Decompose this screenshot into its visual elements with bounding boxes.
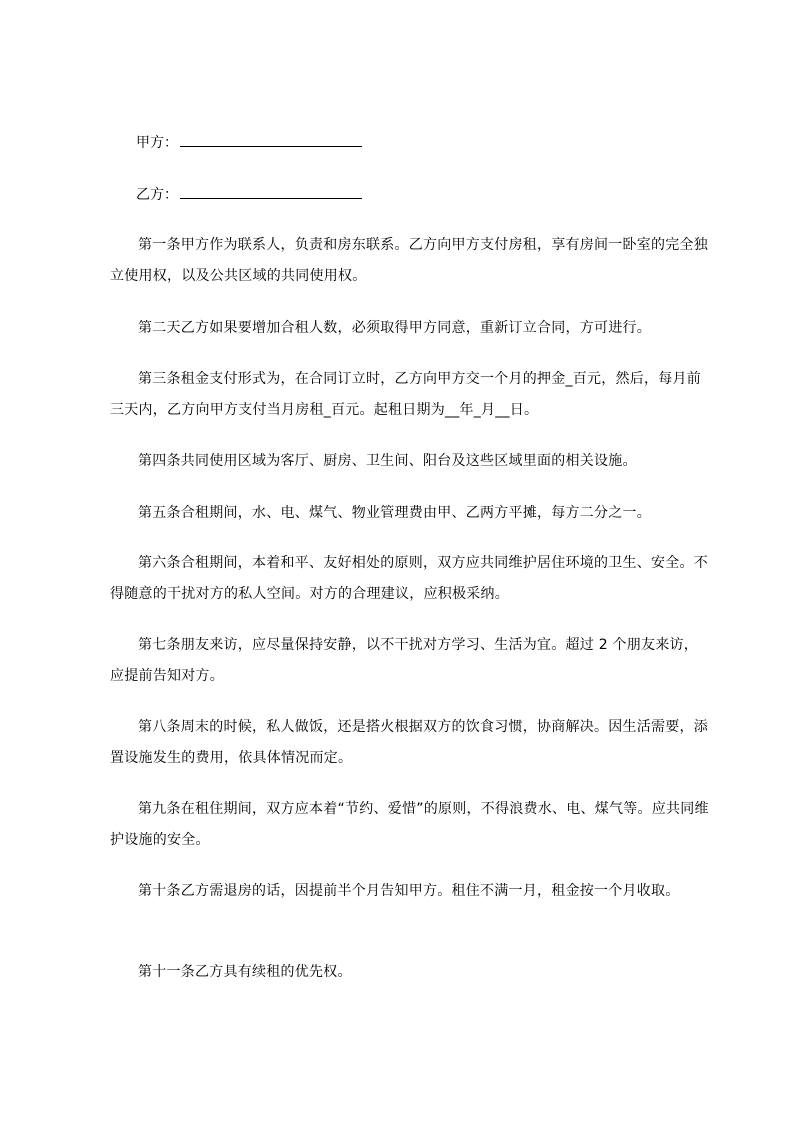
clause-6: 第六条合租期间，本着和平、友好相处的原则，双方应共同维护居住环境的卫生、安全。不得随意的干扰对方的私人空间。对方的合理建议，应积极采纳。 xyxy=(110,555,708,602)
party-a-blank xyxy=(180,132,362,147)
clause-9: 第九条在租住期间，双方应本着“节约、爱惜”的原则，不得浪费水、电、煤气等。应共同维护设施的安全。 xyxy=(110,801,709,848)
clause-7: 第七条朋友来访，应尽量保持安静，以不干扰对方学习、生活为宜。超过 2 个朋友来访，应提前告知对方。 xyxy=(110,637,699,684)
clause-1: 第一条甲方作为联系人，负责和房东联系。乙方向甲方支付房租，享有房间一卧室的完全独立使用权，以及公共区域的共同使用权。 xyxy=(110,237,708,284)
party-a-line xyxy=(136,132,362,153)
clause-3: 第三条租金支付形式为，在合同订立时，乙方向甲方交一个月的押金_百元，然后，每月前三天内，乙方向甲方支付当月房租_百元。起租日期为__年_月__日。 xyxy=(110,371,701,418)
clause-11: 第十一条乙方具有续租的优先权。 xyxy=(138,964,352,980)
clause-2: 第二天乙方如果要增加合租人数，必须取得甲方同意，重新订立合同，方可进行。 xyxy=(138,320,651,336)
party-b-label: 乙方： xyxy=(136,187,178,203)
clause-4: 第四条共同使用区域为客厅、厨房、卫生间、阳台及这些区域里面的相关设施。 xyxy=(138,453,637,469)
clause-8: 第八条周末的时候，私人做饭，还是搭火根据双方的饮食习惯，协商解决。因生活需要，添置设施发生的费用，依具体情况而定。 xyxy=(110,719,708,766)
clause-10: 第十条乙方需退房的话，因提前半个月告知甲方。租住不满一月，租金按一个月收取。 xyxy=(138,883,680,899)
party-a-label: 甲方： xyxy=(136,135,178,151)
clause-5: 第五条合租期间，水、电、煤气、物业管理费由甲、乙两方平摊，每方二分之一。 xyxy=(138,505,651,521)
party-b-line xyxy=(136,184,362,205)
party-b-blank xyxy=(180,184,362,199)
